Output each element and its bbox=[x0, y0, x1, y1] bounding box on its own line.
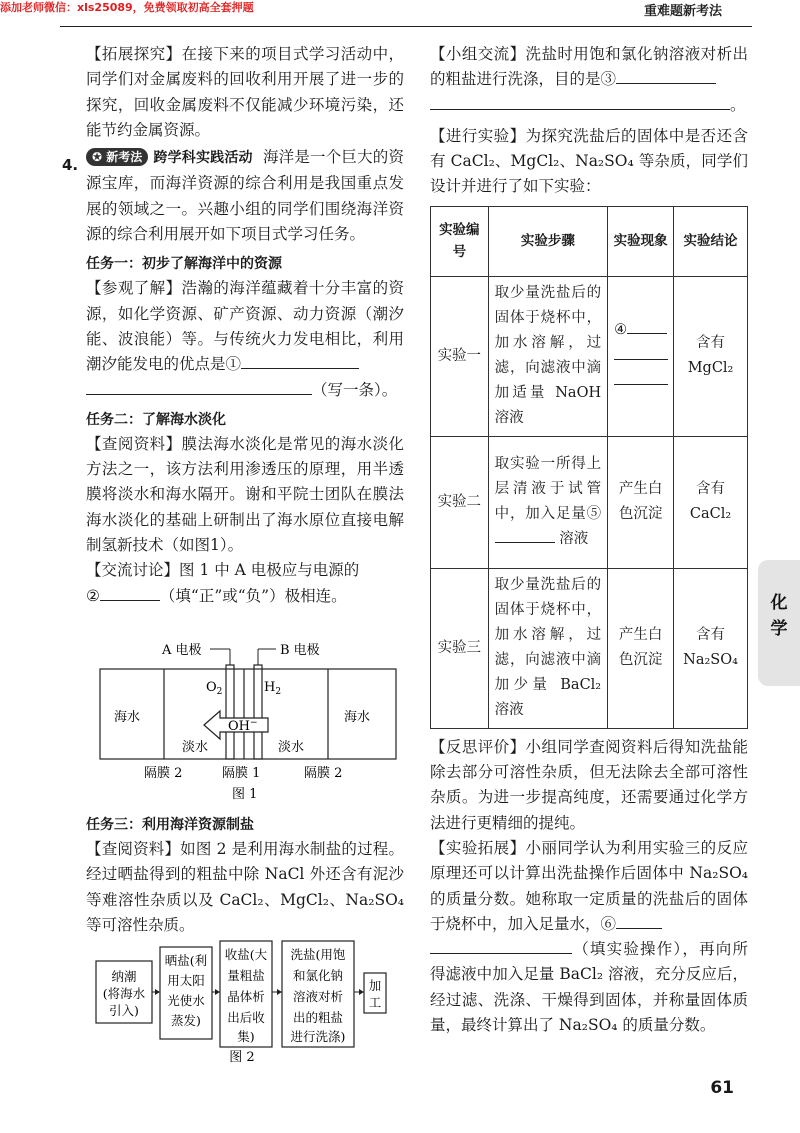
task2-text: 膜法海水淡化是常见的海水淡化方法之一，该方法利用渗透压的原理，用半透膜将淡水和海水隔开。谢和平院士团队在膜法海水淡化的基础上研制出了海水原位直接电解制氢新技术（如图1）。 bbox=[86, 434, 404, 555]
reflect-text: 小组同学查阅资料后得知洗盐能除去部分可溶性杂质，但无法除去全部可溶性杂质。为进一步提高纯度，还需要通过化学方法进行更精细的提纯。 bbox=[430, 737, 748, 832]
row2-step-tail: 溶液 bbox=[559, 531, 589, 548]
fresh-water-left-label: 淡水 bbox=[182, 740, 209, 755]
subject-char-2: 学 bbox=[770, 619, 788, 639]
promo-note: 添加老师微信：xls25089，免费领取初高全套押题 bbox=[0, 1, 254, 14]
experiment-paragraph bbox=[430, 124, 748, 200]
task3-text: 如图 2 是利用海水制盐的过程。经过晒盐得到的粗盐中除 NaCl 外还含有泥沙等难溶性杂质以及 CaCl₂、MgCl₂、Na₂SO₄ 等可溶性杂质。 bbox=[86, 840, 404, 934]
task3-label: 【查阅资料】 bbox=[86, 840, 181, 858]
header-exp-step: 实验步骤 bbox=[488, 206, 608, 276]
experiment-text: 为探究洗盐后的固体中是否还含有 CaCl₂、MgCl₂、Na₂SO₄ 等杂质，同学们设计并进行了如下实验： bbox=[430, 126, 748, 196]
subject-side-tab bbox=[758, 560, 800, 686]
row2-conclusion: 含有 CaCl₂ bbox=[674, 436, 748, 568]
task3-title: 任务三：利用海洋资源制盐 bbox=[86, 817, 254, 833]
group-text: 洗盐时用饱和氯化钠溶液对析出的粗盐进行洗涤，目的是③ bbox=[430, 45, 748, 89]
new-method-badge bbox=[86, 148, 148, 166]
figure-2-caption: 图 2 bbox=[229, 1050, 255, 1065]
figure-2-salt-process-flow bbox=[92, 935, 408, 1065]
task1-title: 任务一：初步了解海洋中的资源 bbox=[86, 256, 282, 273]
extend-text: 小丽同学认为利用实验三的反应原理还可以计算出洗盐操作后固体中 Na₂SO₄ 的质量分数。她称取一定质量的洗盐后的固体于烧杯中，加入足量水，⑥ bbox=[430, 838, 748, 933]
row2-step bbox=[488, 436, 608, 568]
row3-conclusion: 含有 Na₂SO₄ bbox=[674, 568, 748, 728]
task2-label: 【查阅资料】 bbox=[86, 434, 182, 453]
table-header-row bbox=[431, 206, 748, 276]
membrane-1-label: 隔膜 1 bbox=[222, 766, 261, 781]
answer-blank-4-cont2[interactable] bbox=[614, 384, 668, 385]
extend-label: 【实验拓展】 bbox=[430, 838, 526, 857]
row3-id: 实验三 bbox=[431, 568, 489, 728]
b-electrode-label: B 电极 bbox=[280, 643, 320, 658]
task1-tail: （写一条）。 bbox=[312, 380, 398, 399]
answer-blank-3-cont[interactable] bbox=[430, 109, 730, 110]
expand-paragraph bbox=[86, 42, 404, 143]
box2-line3: 光使水 bbox=[167, 993, 205, 1008]
row1-id: 实验一 bbox=[431, 276, 489, 436]
row1-conclusion: 含有 MgCl₂ bbox=[674, 276, 748, 436]
a-electrode-label: A 电极 bbox=[162, 643, 202, 658]
group-label: 【小组交流】 bbox=[430, 45, 526, 63]
task3-paragraph bbox=[86, 837, 404, 938]
row1-step: 取少量洗盐后的固体于烧杯中，加水溶解，过滤，向滤液中滴加适量 NaOH 溶液 bbox=[488, 276, 608, 436]
answer-blank-1-cont[interactable] bbox=[86, 394, 312, 395]
group-paragraph bbox=[430, 42, 748, 118]
o2-label: $O_2$ bbox=[206, 680, 223, 697]
reflect-paragraph bbox=[430, 735, 748, 836]
box4-line3: 溶液对析 bbox=[292, 989, 344, 1004]
membrane-2-left-label: 隔膜 2 bbox=[144, 766, 183, 781]
extend-text-2: （填实验操作），再向所得滤液中加入足量 BaCl₂ 溶液，充分反应后，经过滤、洗涤、干燥得到固体，并称量固体质量，最终计算出了 Na₂SO₄ 的质量分数。 bbox=[430, 940, 748, 1035]
bulb-icon: ✪ bbox=[92, 150, 103, 165]
figure-1-electrolysis-diagram bbox=[92, 643, 402, 803]
row3-step: 取少量洗盐后的固体于烧杯中，加水溶解，过滤，向滤液中滴加少量 BaCl₂ 溶液 bbox=[488, 568, 608, 728]
answer-blank-6[interactable] bbox=[616, 928, 662, 929]
answer-blank-4-cont[interactable] bbox=[614, 359, 668, 360]
page-number: 61 bbox=[710, 1078, 734, 1098]
box3-line4: 出后收 bbox=[227, 1010, 265, 1025]
box5-line2: 工 bbox=[368, 995, 382, 1010]
right-column bbox=[430, 42, 748, 1038]
question-intro-text: 海洋是一个巨大的资源宝库，而海洋资源的综合利用是我国重点发展的领域之一。兴趣小组的同学们围绕海洋资源的综合利用展开如下项目式学习任务。 bbox=[86, 148, 404, 244]
box4-line5: 进行洗涤) bbox=[290, 1029, 346, 1044]
table-row bbox=[431, 436, 748, 568]
task1-label: 【参观了解】 bbox=[86, 279, 182, 298]
seawater-right-label: 海水 bbox=[344, 710, 371, 725]
answer-blank-2[interactable] bbox=[100, 600, 160, 601]
seawater-left-label: 海水 bbox=[114, 710, 141, 725]
blank-4-number: ④ bbox=[614, 322, 628, 339]
discussion-paragraph bbox=[86, 558, 404, 609]
box2-line2: 用太阳 bbox=[167, 973, 205, 988]
h2-label: $H_2$ bbox=[264, 680, 282, 697]
task2-title: 任务二：了解海水淡化 bbox=[86, 411, 226, 428]
box3-line5: 集) bbox=[237, 1029, 255, 1044]
task1-text: 浩瀚的海洋蕴藏着十分丰富的资源，如化学资源、矿产资源、动力资源（潮汐能、波浪能）等。与传统火力发电相比，利用潮汐能发电的优点是① bbox=[86, 279, 404, 374]
box2-line4: 蒸发) bbox=[171, 1013, 201, 1028]
oh-label: OH− bbox=[228, 718, 258, 734]
left-column-task3 bbox=[86, 808, 404, 938]
left-column bbox=[86, 42, 404, 609]
answer-blank-5[interactable] bbox=[495, 542, 555, 543]
b-electrode-plate bbox=[254, 665, 262, 759]
row2-phenomenon: 产生白色沉淀 bbox=[608, 436, 674, 568]
task1-paragraph bbox=[86, 276, 404, 402]
question-topic: 跨学科实践活动 bbox=[153, 150, 253, 167]
header-exp-phenomenon: 实验现象 bbox=[608, 206, 674, 276]
membrane-2-right-label: 隔膜 2 bbox=[304, 766, 343, 781]
box1-line1: 纳潮 bbox=[111, 969, 137, 984]
table-row bbox=[431, 276, 748, 436]
expand-text: 在接下来的项目式学习活动中，同学们对金属废料的回收利用开展了进一步的探究，回收金属废料不仅能减少环境污染，还能节约金属资源。 bbox=[86, 45, 404, 139]
answer-blank-3[interactable] bbox=[616, 83, 716, 84]
box3-line2: 量粗盐 bbox=[227, 968, 265, 983]
reflect-label: 【反思评价】 bbox=[430, 737, 526, 756]
box3-line3: 晶体析 bbox=[227, 989, 265, 1004]
figure-1-caption: 图 1 bbox=[232, 787, 258, 802]
a-electrode-plate bbox=[226, 665, 234, 759]
header-exp-id: 实验编号 bbox=[431, 206, 489, 276]
table-row bbox=[431, 568, 748, 728]
discussion-text-2: ② bbox=[86, 586, 100, 605]
group-tail: 。 bbox=[730, 95, 746, 114]
question-intro bbox=[86, 145, 404, 247]
discussion-label: 【交流讨论】 bbox=[86, 561, 180, 580]
row2-step-text: 取实验一所得上层清液于试管中，加入足量⑤ bbox=[494, 456, 602, 523]
box4-line4: 出的粗盐 bbox=[292, 1010, 344, 1025]
discussion-text-1: 图 1 中 A 电极应与电源的 bbox=[179, 561, 360, 580]
box2-line1: 晒盐(利 bbox=[164, 953, 208, 968]
box3-line1: 收盐(大 bbox=[224, 947, 268, 962]
page-header-title: 重难题新考法 bbox=[643, 4, 722, 19]
box1-line3: 引入) bbox=[109, 1003, 139, 1018]
row1-phenomenon bbox=[608, 276, 674, 436]
answer-blank-6-cont[interactable] bbox=[430, 953, 572, 954]
header-exp-conclusion: 实验结论 bbox=[674, 206, 748, 276]
box5-line1: 加 bbox=[368, 978, 382, 993]
task2-paragraph bbox=[86, 432, 404, 558]
expand-label: 【拓展探究】 bbox=[86, 45, 182, 63]
box4-line1: 洗盐(用饱 bbox=[290, 947, 346, 962]
discussion-text-3: （填“正”或“负”）极相连。 bbox=[159, 586, 347, 605]
box1-line2: (将海水 bbox=[102, 986, 146, 1001]
row2-id: 实验二 bbox=[431, 436, 489, 568]
extend-paragraph bbox=[430, 836, 748, 1038]
answer-blank-1[interactable] bbox=[241, 368, 359, 369]
box4-line2: 和氯化钠 bbox=[292, 968, 344, 983]
subject-char-1: 化 bbox=[770, 593, 788, 613]
row3-phenomenon: 产生白色沉淀 bbox=[608, 568, 674, 728]
answer-blank-4[interactable] bbox=[627, 333, 667, 334]
experiment-table bbox=[430, 206, 748, 729]
badge-label: 新考法 bbox=[106, 150, 143, 165]
question-number: 4. bbox=[62, 156, 79, 174]
experiment-label: 【进行实验】 bbox=[430, 126, 526, 145]
header-divider bbox=[60, 26, 752, 27]
fresh-water-right-label: 淡水 bbox=[278, 740, 305, 755]
